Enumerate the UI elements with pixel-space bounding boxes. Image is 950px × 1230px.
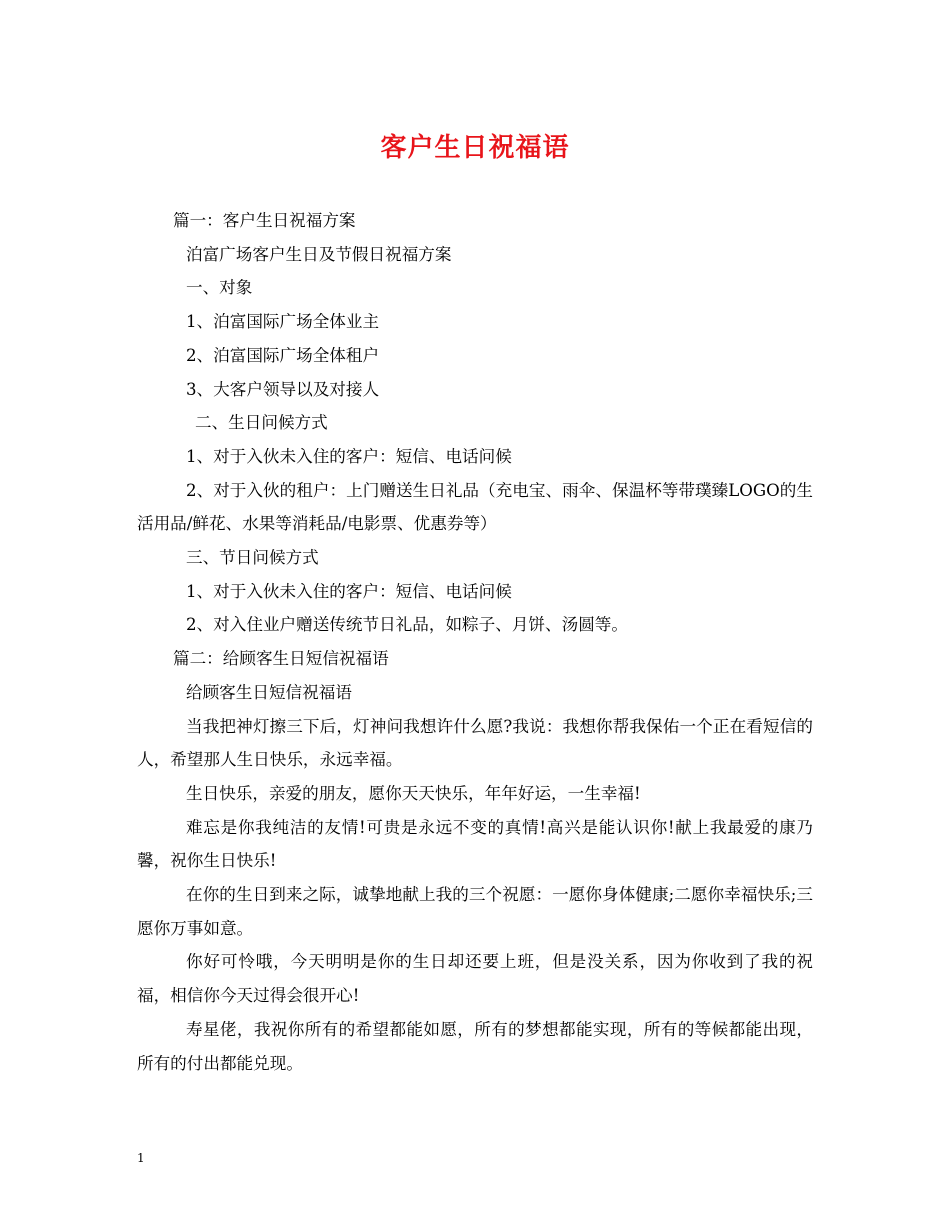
paragraph: 你好可怜哦，今天明明是你的生日却还要上班，但是没关系，因为你收到了我的祝福，相信你今天过得会很开心! [137,952,813,1006]
page-number: 1 [137,1151,145,1165]
paragraph: 3、大客户领导以及对接人 [186,379,380,399]
paragraph: 给顾客生日短信祝福语 [186,682,352,702]
paragraph: 三、节日问候方式 [186,548,319,568]
paragraph: 泊富广场客户生日及节假日祝福方案 [186,244,452,264]
paragraph: 一、对象 [186,278,253,298]
paragraph: 1、对于入伙未入住的客户：短信、电话问候 [186,581,512,601]
paragraph: 寿星佬，我祝你所有的希望都能如愿，所有的梦想都能实现，所有的等候都能出现，所有的付出都能兑现。 [137,1019,813,1073]
paragraph: 篇二：给顾客生日短信祝福语 [173,649,389,669]
paragraph: 当我把神灯擦三下后，灯神问我想许什么愿?我说：我想你帮我保佑一个正在看短信的人，希望那人生日快乐，永远幸福。 [137,716,813,770]
document-body [137,204,813,1080]
paragraph: 1、对于入伙未入住的客户：短信、电话问候 [186,446,512,466]
paragraph: 2、对于入伙的租户：上门赠送生日礼品（充电宝、雨伞、保温杯等带璞臻LOGO的生活用品/鲜花、水果等消耗品/电影票、优惠券等） [137,480,813,534]
paragraph: 篇一：客户生日祝福方案 [173,211,356,230]
paragraph: 在你的生日到来之际，诚挚地献上我的三个祝愿：一愿你身体健康;二愿你幸福快乐;三愿你万事如意。 [137,885,813,938]
paragraph: 2、对入住业户赠送传统节日礼品，如粽子、月饼、汤圆等。 [186,615,628,635]
paragraph: 1、泊富国际广场全体业主 [186,312,380,332]
paragraph: 2、泊富国际广场全体租户 [186,345,380,365]
paragraph: 难忘是你我纯洁的友情!可贵是永远不变的真情!高兴是能认识你!献上我最爱的康乃馨，祝你生日快乐! [137,817,813,871]
document-title: 客户生日祝福语 [380,133,570,163]
paragraph: 二、生日问候方式 [195,413,328,433]
paragraph: 生日快乐，亲爱的朋友，愿你天天快乐，年年好运，一生幸福! [186,783,641,803]
